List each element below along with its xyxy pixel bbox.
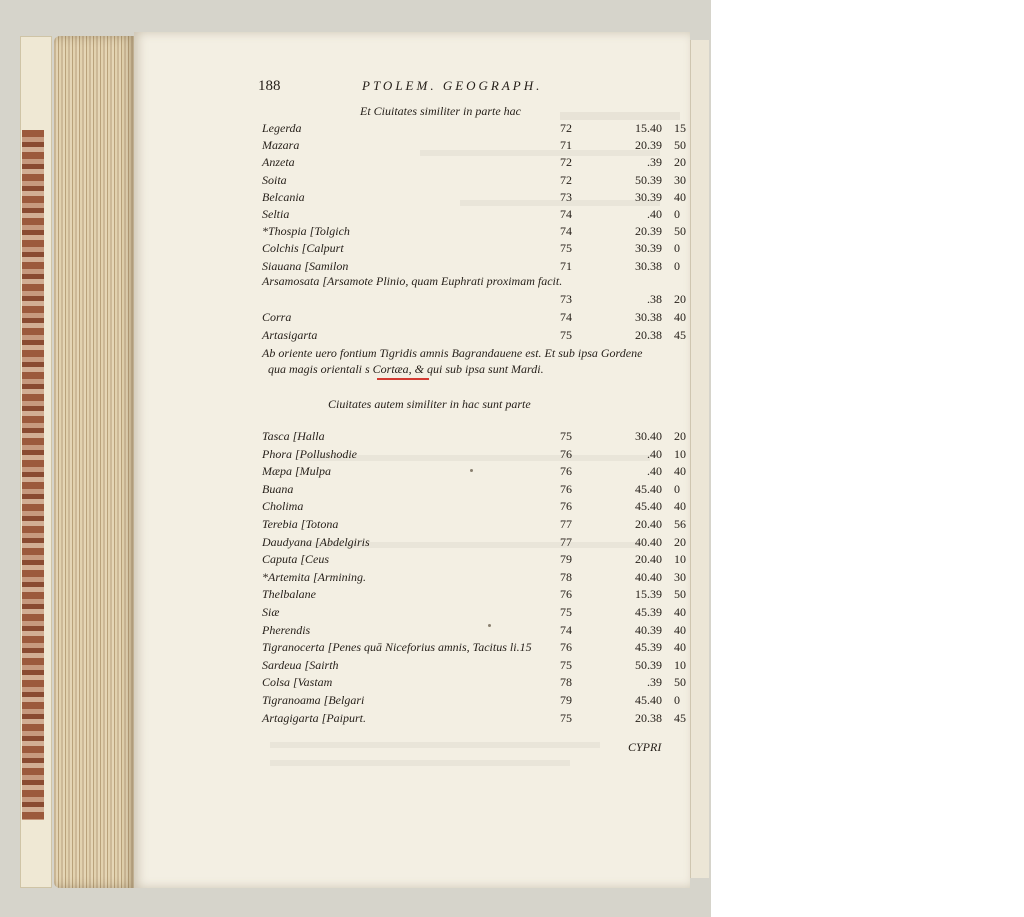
table-row: [262, 570, 702, 585]
longitude-degrees: 76: [560, 446, 572, 461]
paragraph-line-2: qua magis orientali s Cortæa, & qui sub ipsa sunt Mardi.: [268, 362, 544, 376]
running-head: PTOLEM. GEOGRAPH.: [362, 78, 543, 93]
longitude-degrees: 73: [560, 189, 572, 204]
minutes-value: 10: [674, 446, 686, 461]
place-name: Belcania: [262, 189, 305, 204]
latitude-value: 20.40: [635, 552, 662, 567]
minutes-value: 40: [674, 310, 686, 324]
minutes-value: 45: [674, 327, 686, 342]
longitude-degrees: 77: [560, 534, 572, 549]
longitude-degrees: 76: [560, 587, 572, 602]
minutes-value: 30: [674, 172, 686, 187]
longitude-degrees: 75: [560, 657, 572, 672]
longitude-degrees: 77: [560, 517, 572, 531]
place-name: Tigranocerta [Penes quā Niceforius amnis, Tacitus li.15: [262, 640, 532, 655]
minutes-value: 50: [674, 587, 686, 602]
latitude-value: 45.39: [635, 605, 662, 619]
minutes-value: 0: [674, 258, 680, 273]
latitude-value: .40: [647, 464, 662, 479]
table-row: [262, 675, 702, 690]
longitude-degrees: 79: [560, 693, 572, 707]
longitude-degrees: 71: [560, 138, 572, 153]
longitude-degrees: 75: [560, 710, 572, 725]
place-name: Thelbalane: [262, 587, 316, 602]
longitude-degrees: 72: [560, 155, 572, 170]
table-row: [262, 155, 702, 170]
place-name: Artasigarta: [262, 327, 318, 342]
table-row: [262, 207, 702, 222]
place-name: Terebia [Totona: [262, 517, 339, 531]
latitude-value: 20.39: [635, 224, 662, 239]
minutes-value: 10: [674, 657, 686, 672]
place-name: Siauana [Samilon: [262, 258, 349, 273]
place-name: Corra: [262, 310, 292, 324]
longitude-degrees: 79: [560, 552, 572, 567]
longitude-degrees: 74: [560, 224, 572, 239]
table-row: [262, 658, 702, 673]
latitude-value: 30.39: [635, 241, 662, 256]
longitude-degrees: 75: [560, 605, 572, 619]
latitude-value: 45.40: [635, 481, 662, 496]
table-row: [262, 429, 702, 444]
latitude-value: 50.39: [635, 172, 662, 187]
table-row: [262, 605, 702, 620]
longitude-degrees: 73: [560, 292, 572, 306]
minutes-value: 40: [674, 640, 686, 655]
latitude-value: 30.39: [635, 189, 662, 204]
table-row: [262, 464, 702, 479]
latitude-value: 20.39: [635, 138, 662, 153]
longitude-degrees: 74: [560, 207, 572, 221]
minutes-value: 20: [674, 534, 686, 549]
longitude-degrees: 76: [560, 640, 572, 655]
table-row: [262, 552, 702, 567]
minutes-value: 40: [674, 464, 686, 479]
place-name: Cholima: [262, 499, 304, 514]
arsamosata-text: Arsamosata [Arsamote Plinio, quam Euphrati proximam facit.: [262, 274, 563, 288]
minutes-value: 0: [674, 241, 680, 256]
minutes-value: 0: [674, 207, 680, 221]
minutes-value: 50: [674, 138, 686, 153]
place-name: Legerda: [262, 121, 302, 135]
marbled-edge: [22, 130, 44, 820]
latitude-value: 40.40: [635, 534, 662, 549]
latitude-value: 50.39: [635, 657, 662, 672]
page-edges: [54, 36, 136, 888]
place-name: Seltia: [262, 207, 290, 221]
table-row: [262, 640, 702, 655]
table-row: [262, 517, 702, 532]
table-row: [262, 623, 702, 638]
table-row: [262, 138, 702, 153]
paragraph-line-1: Ab oriente uero fontium Tigridis amnis Bagrandauene est. Et sub ipsa Gordene: [262, 346, 643, 360]
place-name: Buana: [262, 481, 294, 496]
minutes-value: 30: [674, 569, 686, 584]
minutes-value: 40: [674, 499, 686, 514]
section2-heading: Ciuitates autem similiter in hac sunt parte: [328, 397, 531, 411]
minutes-value: 45: [674, 710, 686, 725]
section1-heading: Et Ciuitates similiter in parte hac: [360, 104, 521, 118]
table-row: [262, 535, 702, 550]
place-name: Mæpa [Mulpa: [262, 464, 331, 479]
table-row: [262, 587, 702, 602]
latitude-value: 45.40: [635, 693, 662, 707]
arsamosata-line: [262, 274, 702, 289]
minutes-value: 50: [674, 675, 686, 690]
table-row: [262, 310, 702, 325]
latitude-value: .39: [647, 675, 662, 690]
ink-speck: [488, 624, 491, 627]
place-name: Tigranoama [Belgari: [262, 693, 365, 707]
minutes-value: 20: [674, 292, 686, 306]
place-name: Caputa [Ceus: [262, 552, 330, 567]
latitude-value: .40: [647, 446, 662, 461]
longitude-degrees: 75: [560, 241, 572, 256]
place-name: Colchis [Calpurt: [262, 241, 344, 256]
latitude-value: .38: [647, 292, 662, 306]
red-underline-annotation: [377, 378, 429, 380]
longitude-degrees: 78: [560, 569, 572, 584]
place-name: Colsa [Vastam: [262, 675, 333, 690]
longitude-degrees: 76: [560, 499, 572, 514]
longitude-degrees: 75: [560, 429, 572, 443]
minutes-value: 10: [674, 552, 686, 567]
table-row: [262, 482, 702, 497]
latitude-value: 20.40: [635, 517, 662, 531]
place-name: Soita: [262, 172, 287, 187]
latitude-value: 30.40: [635, 429, 662, 443]
place-name: Siæ: [262, 605, 280, 619]
latitude-value: 40.40: [635, 569, 662, 584]
minutes-value: 15: [674, 121, 686, 135]
longitude-degrees: 71: [560, 258, 572, 273]
minutes-value: 50: [674, 224, 686, 239]
place-name: Artagigarta [Paipurt.: [262, 710, 367, 725]
table-row: [262, 292, 702, 307]
latitude-value: 30.38: [635, 310, 662, 324]
minutes-value: 56: [674, 517, 686, 531]
latitude-value: 45.40: [635, 499, 662, 514]
longitude-degrees: 78: [560, 675, 572, 690]
latitude-value: 20.38: [635, 327, 662, 342]
ink-speck: [470, 469, 473, 472]
longitude-degrees: 72: [560, 121, 572, 135]
latitude-value: 15.39: [635, 587, 662, 602]
place-name: *Artemita [Armining.: [262, 569, 366, 584]
table-row: [262, 711, 702, 726]
table-row: [262, 328, 702, 343]
place-name: Phora [Pollushodie: [262, 446, 357, 461]
longitude-degrees: 72: [560, 172, 572, 187]
place-name: Mazara: [262, 138, 300, 153]
minutes-value: 20: [674, 155, 686, 170]
minutes-value: 0: [674, 481, 680, 496]
latitude-value: 40.39: [635, 622, 662, 637]
table-row: [262, 499, 702, 514]
place-name: Daudyana [Abdelgiris: [262, 534, 370, 549]
latitude-value: 15.40: [635, 121, 662, 135]
table-row: [262, 121, 702, 136]
table-row: [262, 241, 702, 256]
place-name: Sardeua [Sairth: [262, 657, 339, 672]
latitude-value: .40: [647, 207, 662, 221]
table-row: [262, 224, 702, 239]
table-row: [262, 173, 702, 188]
table-row: [262, 693, 702, 708]
longitude-degrees: 75: [560, 327, 572, 342]
latitude-value: .39: [647, 155, 662, 170]
page-number: 188: [258, 78, 281, 94]
minutes-value: 40: [674, 605, 686, 619]
minutes-value: 20: [674, 429, 686, 443]
table-row: [262, 259, 702, 274]
place-name: Pherendis: [262, 622, 311, 637]
minutes-value: 40: [674, 189, 686, 204]
latitude-value: 30.38: [635, 258, 662, 273]
longitude-degrees: 76: [560, 481, 572, 496]
longitude-degrees: 74: [560, 622, 572, 637]
place-name: *Thospia [Tolgich: [262, 224, 350, 239]
latitude-value: 45.39: [635, 640, 662, 655]
minutes-value: 0: [674, 693, 680, 707]
place-name: Tasca [Halla: [262, 429, 325, 443]
catchword: CYPRI: [628, 740, 662, 754]
minutes-value: 40: [674, 622, 686, 637]
longitude-degrees: 76: [560, 464, 572, 479]
place-name: Anzeta: [262, 155, 295, 170]
latitude-value: 20.38: [635, 710, 662, 725]
table-row: [262, 190, 702, 205]
longitude-degrees: 74: [560, 310, 572, 324]
table-row: [262, 447, 702, 462]
